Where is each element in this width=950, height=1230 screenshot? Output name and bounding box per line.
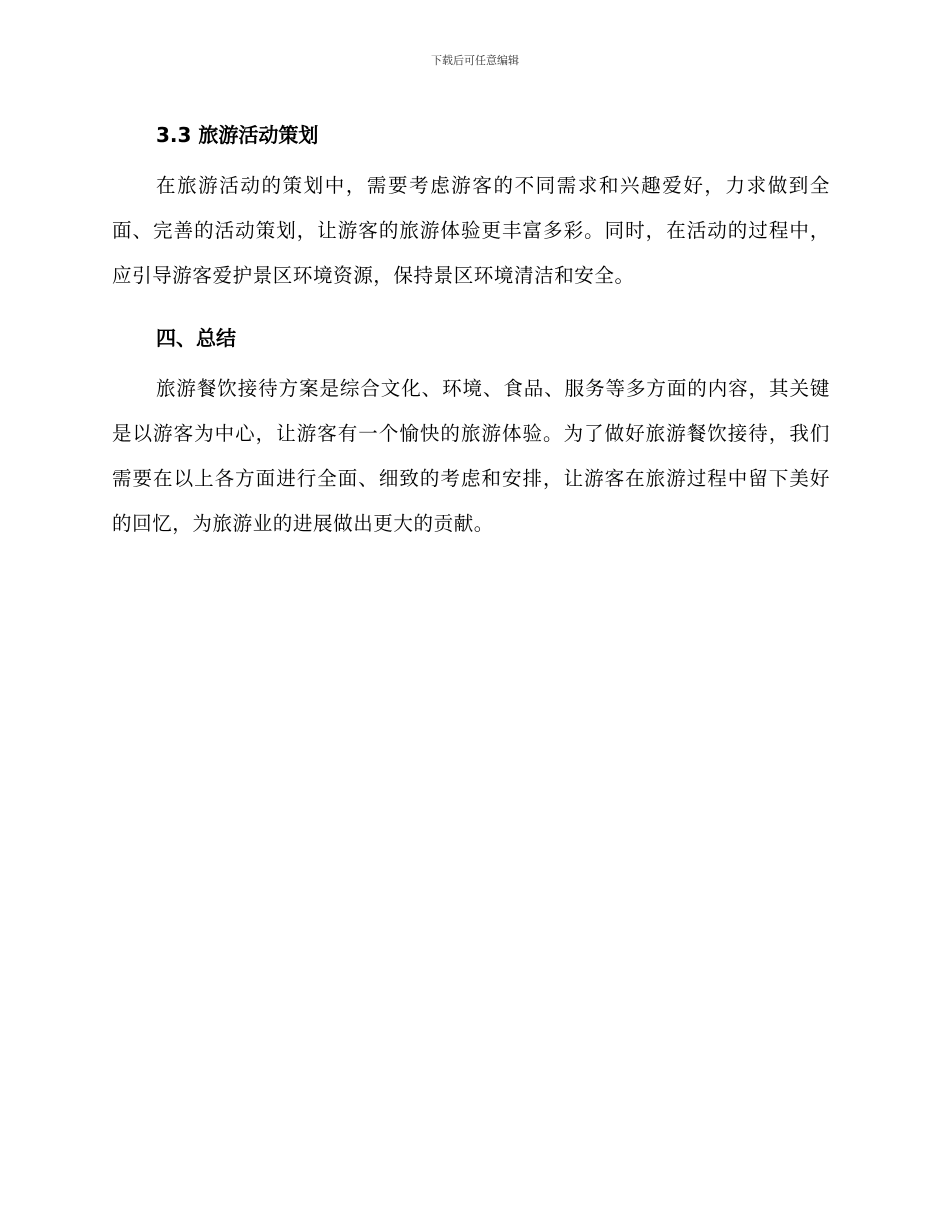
paragraph-activity-planning: 在旅游活动的策划中，需要考虑游客的不同需求和兴趣爱好，力求做到全面、完善的活动策划，让游客的旅游体验更丰富多彩。同时，在活动的过程中，应引导游客爱护景区环境资源，保持景区环境清洁和安全。 [112, 174, 830, 287]
section-heading-conclusion: 四、总结 [156, 326, 236, 350]
page-header-note: 下载后可任意编辑 [431, 54, 519, 67]
paragraph-conclusion: 旅游餐饮接待方案是综合文化、环境、食品、服务等多方面的内容，其关键是以游客为中心，让游客有一个愉快的旅游体验。为了做好旅游餐饮接待，我们需要在以上各方面进行全面、细致的考虑和安排，让游客在旅游过程中留下美好的回忆，为旅游业的进展做出更大的贡献。 [112, 377, 830, 535]
section-heading-activity-planning: 3.3 旅游活动策划 [156, 123, 319, 147]
document-body [112, 110, 830, 546]
